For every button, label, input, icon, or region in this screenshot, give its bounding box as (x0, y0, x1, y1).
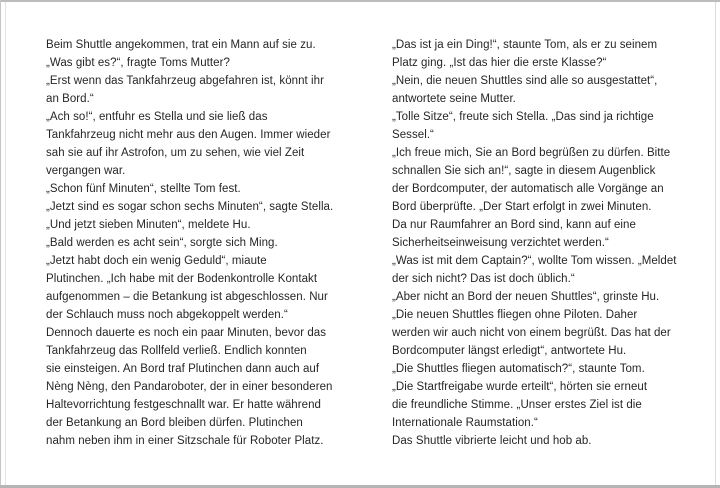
text-line: Haltevorrichtung festgeschnallt war. Er hatte während (46, 399, 321, 411)
text-line: Internationale Raumstation.“ (392, 417, 538, 429)
text-line: aufgenommen – die Betankung ist abgeschlossen. Nur (46, 291, 328, 303)
text-line: „Das ist ja ein Ding!“, staunte Tom, als er zu seinem (392, 39, 658, 51)
page-left-edge (0, 0, 1, 488)
text-line: „Schon fünf Minuten“, stellte Tom fest. (46, 183, 241, 195)
text-line: „Tolle Sitze“, freute sich Stella. „Das sind ja richtige (392, 111, 654, 123)
text-line: der sich nicht? Das ist doch üblich.“ (392, 273, 575, 285)
right-page-text-column (392, 36, 712, 450)
page-left-inner-line (5, 2, 6, 485)
text-line: „Die Startfreigabe wurde erteilt“, hörten sie erneut (392, 381, 648, 393)
text-line: „Die Shuttles fliegen automatisch?“, staunte Tom. (392, 363, 645, 375)
left-page-text-column (46, 36, 366, 450)
text-line: nahm neben ihm in einer Sitzschale für Roboter Platz. (46, 435, 324, 447)
text-line: „Erst wenn das Tankfahrzeug abgefahren ist, könnt ihr (46, 75, 324, 87)
text-line: der Betankung an Bord bleiben dürfen. Plutinchen (46, 417, 303, 429)
text-line: „Ach so!“, entfuhr es Stella und sie ließ das (46, 111, 268, 123)
text-line: werden wir auch nicht von einem begrüßt. Das hat der (392, 327, 671, 339)
text-line: „Die neuen Shuttles fliegen ohne Piloten. Daher (392, 309, 638, 321)
text-line: Platz ging. „Ist das hier die erste Klasse?“ (392, 57, 607, 69)
page-top-edge (0, 0, 720, 2)
text-line: „Jetzt habt doch ein wenig Geduld“, miaute (46, 255, 267, 267)
text-line: Da nur Raumfahrer an Bord sind, kann auf eine (392, 219, 636, 231)
text-line: „Ich freue mich, Sie an Bord begrüßen zu dürfen. Bitte (392, 147, 671, 159)
text-line: Sicherheitseinweisung verzichtet werden.“ (392, 237, 609, 249)
text-line: Tankfahrzeug das Rollfeld verließ. Endlich konnten (46, 345, 307, 357)
text-line: Das Shuttle vibrierte leicht und hob ab. (392, 435, 592, 447)
text-line: „Bald werden es acht sein“, sorgte sich Ming. (46, 237, 278, 249)
text-line: „Aber nicht an Bord der neuen Shuttles“, grinste Hu. (392, 291, 660, 303)
text-line: der Bordcomputer, der automatisch alle Vorgänge an (392, 183, 664, 195)
text-line: an Bord.“ (46, 93, 94, 105)
text-line: die freundliche Stimme. „Unser erstes Ziel ist die (392, 399, 642, 411)
text-line: schnallen Sie sich an!“, sagte in diesem Augenblick (392, 165, 656, 177)
text-line: Tankfahrzeug nicht mehr aus den Augen. Immer wieder (46, 129, 331, 141)
text-line: Bordcomputer längst erledigt“, antwortete Hu. (392, 345, 627, 357)
text-line: „Nein, die neuen Shuttles sind alle so ausgestattet“, (392, 75, 658, 87)
text-line: Nèng Nèng, den Pandaroboter, der in einer besonderen (46, 381, 333, 393)
text-line: Beim Shuttle angekommen, trat ein Mann auf sie zu. (46, 39, 316, 51)
text-line: sie einsteigen. An Bord traf Plutinchen dann auch auf (46, 363, 320, 375)
text-line: „Und jetzt sieben Minuten“, meldete Hu. (46, 219, 251, 231)
text-line: Plutinchen. „Ich habe mit der Bodenkontrolle Kontakt (46, 273, 318, 285)
text-line: „Was ist mit dem Captain?“, wollte Tom wissen. „Meldet (392, 255, 677, 267)
text-line: Bord überprüfte. „Der Start erfolgt in zwei Minuten. (392, 201, 652, 213)
text-line: vergangen war. (46, 165, 126, 177)
text-line: antwortete seine Mutter. (392, 93, 516, 105)
text-line: der Schlauch muss noch abgekoppelt werden.“ (46, 309, 288, 321)
page-right-edge (715, 2, 716, 485)
text-line: „Was gibt es?“, fragte Toms Mutter? (46, 57, 230, 69)
text-line: sah sie auf ihr Astrofon, um zu sehen, wie viel Zeit (46, 147, 305, 159)
text-line: Sessel.“ (392, 129, 434, 141)
text-line: Dennoch dauerte es noch ein paar Minuten, bevor das (46, 327, 327, 339)
text-line: „Jetzt sind es sogar schon sechs Minuten“, sagte Stella. (46, 201, 334, 213)
